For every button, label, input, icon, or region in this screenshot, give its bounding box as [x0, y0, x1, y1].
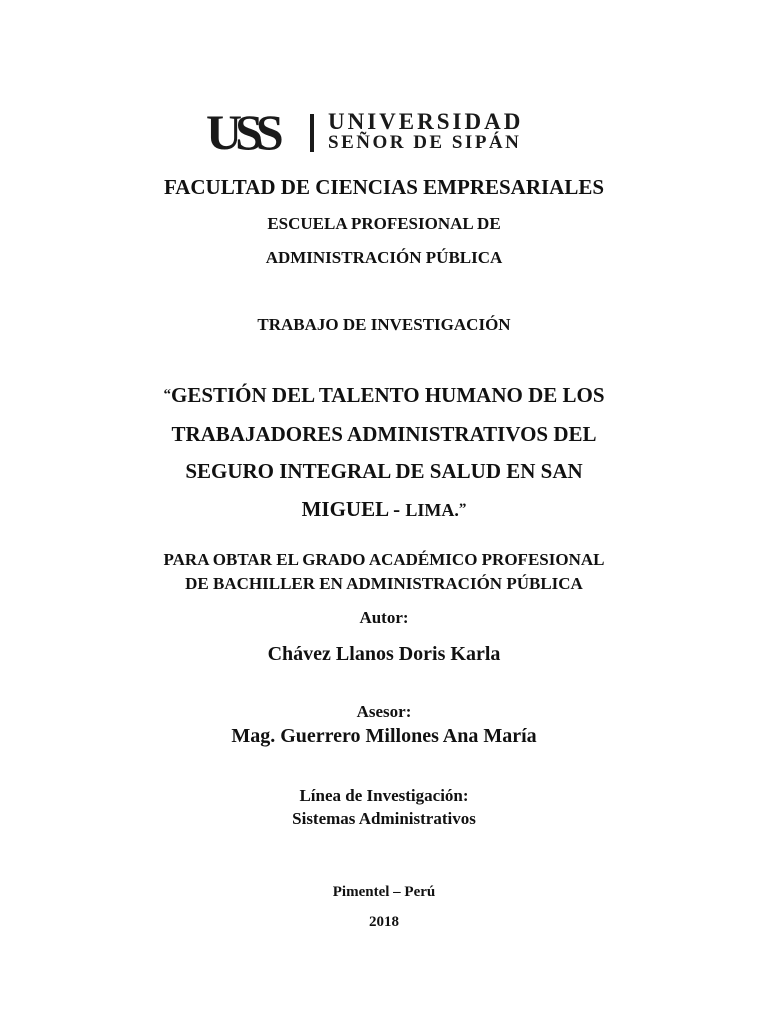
- advisor-label: Asesor:: [356, 702, 412, 721]
- year: 2018: [369, 914, 399, 930]
- place: Pimentel – Perú: [332, 884, 436, 900]
- thesis-title-line3: SEGURO INTEGRAL DE SALUD EN SAN: [185, 459, 583, 483]
- work-type: TRABAJO DE INVESTIGACIÓN: [257, 315, 511, 334]
- thesis-title-line2: TRABAJADORES ADMINISTRATIVOS DEL: [171, 422, 597, 446]
- degree-line2: DE BACHILLER EN ADMINISTRACIÓN PÚBLICA: [185, 574, 583, 593]
- title-close-quote: ”: [458, 501, 467, 517]
- logo-university-word: UNIVERSIDAD: [328, 109, 524, 134]
- research-line-label: Línea de Investigación:: [299, 786, 469, 805]
- advisor-name: Mag. Guerrero Millones Ana María: [231, 725, 537, 747]
- school-name-line1: ESCUELA PROFESIONAL DE: [267, 214, 501, 233]
- author-label: Autor:: [359, 608, 409, 627]
- school-name-line2: ADMINISTRACIÓN PÚBLICA: [265, 248, 503, 267]
- logo-mark: USS: [206, 104, 277, 160]
- author-name: Chávez Llanos Doris Karla: [267, 643, 501, 665]
- title-line1-text: GESTIÓN DEL TALENTO HUMANO DE LOS: [170, 383, 605, 407]
- logo-divider: [310, 114, 314, 152]
- title-open-quote: “: [163, 387, 171, 403]
- thesis-title-line4: [0, 497, 768, 522]
- research-line: Sistemas Administrativos: [292, 809, 476, 828]
- title-line4-lima: LIMA.: [405, 500, 459, 520]
- degree-line1: PARA OBTAR EL GRADO ACADÉMICO PROFESIONAL: [163, 550, 605, 569]
- title-line4-text: MIGUEL -: [301, 497, 406, 521]
- university-logo: [206, 104, 586, 160]
- logo-university-name: SEÑOR DE SIPÁN: [328, 132, 522, 153]
- faculty-name: FACULTAD DE CIENCIAS EMPRESARIALES: [163, 175, 605, 199]
- thesis-title-line1: [0, 383, 768, 408]
